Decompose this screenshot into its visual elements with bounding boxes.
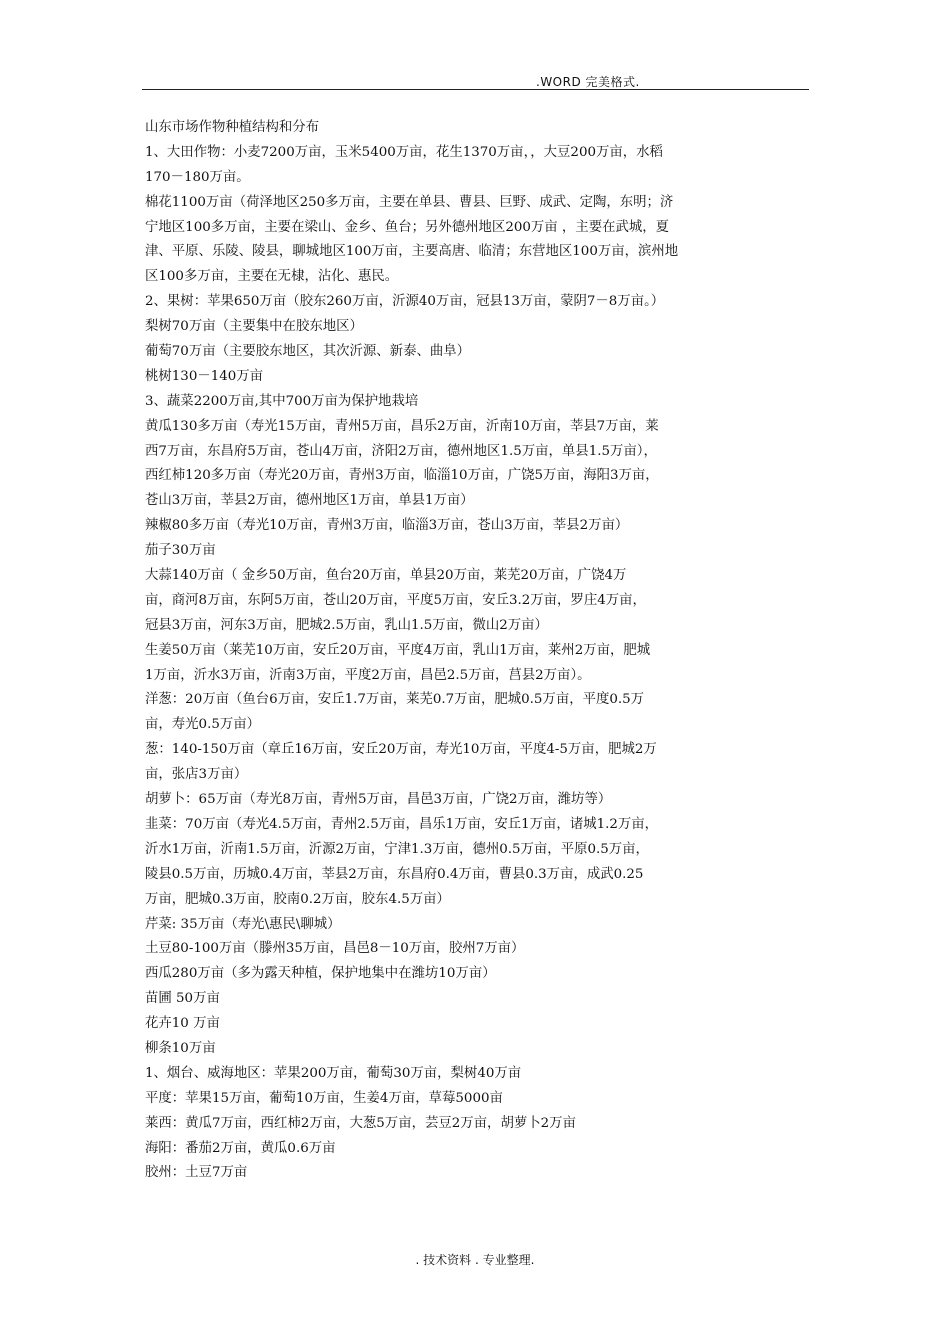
text-line: 黄瓜130多万亩（寿光15万亩，青州5万亩，昌乐2万亩，沂南10万亩，莘县7万亩，莱: [145, 418, 659, 434]
text-line: 苗圃 50万亩: [145, 991, 220, 1007]
text-line: 170－180万亩。: [145, 169, 250, 185]
text-line: 土豆80-100万亩（滕州35万亩，昌邑8－10万亩，胶州7万亩）: [145, 941, 525, 957]
text-line: 苍山3万亩，莘县2万亩，德州地区1万亩，单县1万亩）: [145, 493, 474, 509]
text-line: 西瓜280万亩（多为露天种植，保护地集中在潍坊10万亩）: [145, 966, 496, 982]
text-line: 亩，商河8万亩，东阿5万亩，苍山20万亩，平度5万亩，安丘3.2万亩，罗庄4万亩，: [145, 592, 646, 608]
text-line: 葱：140-150万亩（章丘16万亩，安丘20万亩，寿光10万亩，平度4-5万亩，肥城2万: [145, 742, 657, 758]
text-line: 桃树130－140万亩: [145, 368, 264, 384]
text-line: 花卉10 万亩: [145, 1016, 220, 1032]
text-line: 万亩，肥城0.3万亩，胶南0.2万亩，胶东4.5万亩）: [145, 891, 450, 907]
text-line: 柳条10万亩: [145, 1040, 216, 1056]
text-line: 沂水1万亩，沂南1.5万亩，沂源2万亩，宁津1.3万亩，德州0.5万亩，平原0.5万亩，: [145, 841, 649, 857]
text-line: 1、大田作物：小麦7200万亩，玉米5400万亩，花生1370万亩，，大豆200万亩，水稻: [145, 144, 663, 160]
text-line: 洋葱：20万亩（鱼台6万亩，安丘1.7万亩，莱芜0.7万亩，肥城0.5万亩，平度0.5万: [145, 692, 645, 708]
text-line: 区100多万亩，主要在无棣，沾化、惠民。: [145, 269, 399, 285]
text-line: 2、果树：苹果650万亩（胶东260万亩，沂源40万亩，冠县13万亩，蒙阴7－8万亩。）: [145, 294, 665, 310]
text-line: 海阳：番茄2万亩，黄瓜0.6万亩: [145, 1140, 336, 1156]
text-line: 3、蔬菜2200万亩,其中700万亩为保护地栽培: [145, 393, 419, 409]
text-line: 津、平原、乐陵、陵县，聊城地区100万亩，主要高唐、临清；东营地区100万亩，滨州地: [145, 244, 679, 260]
header-divider: [142, 89, 809, 90]
text-line: 亩，寿光0.5万亩）: [145, 717, 261, 733]
text-line: 胡萝卜：65万亩（寿光8万亩，青州5万亩，昌邑3万亩，广饶2万亩，潍坊等）: [145, 792, 612, 808]
page-header-text: .WORD 完美格式.: [536, 75, 640, 89]
text-line: 冠县3万亩，河东3万亩，肥城2.5万亩，乳山1.5万亩，微山2万亩）: [145, 617, 548, 633]
text-line: 葡萄70万亩（主要胶东地区，其次沂源、新泰、曲阜）: [145, 344, 471, 360]
text-line: 胶州：土豆7万亩: [145, 1165, 248, 1181]
text-line: 辣椒80多万亩（寿光10万亩，青州3万亩，临淄3万亩，苍山3万亩，莘县2万亩）: [145, 518, 629, 534]
text-line: 西7万亩，东昌府5万亩，苍山4万亩，济阳2万亩，德州地区1.5万亩，单县1.5万亩），: [145, 443, 657, 459]
text-line: 山东市场作物种植结构和分布: [145, 120, 320, 135]
text-line: 芹菜: 35万亩（寿光\惠民\聊城）: [145, 916, 341, 932]
text-line: 韭菜：70万亩（寿光4.5万亩，青州2.5万亩，昌乐1万亩，安丘1万亩，诸城1.2万亩，: [145, 816, 659, 832]
text-line: 大蒜140万亩（ 金乡50万亩，鱼台20万亩，单县20万亩，莱芜20万亩，广饶4万: [145, 568, 627, 584]
text-line: 茄子30万亩: [145, 543, 216, 559]
text-line: 莱西：黄瓜7万亩，西红柿2万亩，大葱5万亩，芸豆2万亩，胡萝卜2万亩: [145, 1115, 576, 1131]
text-line: 生姜50万亩（莱芜10万亩，安丘20万亩，平度4万亩，乳山1万亩，莱州2万亩，肥城: [145, 642, 651, 658]
text-line: 1、烟台、威海地区：苹果200万亩，葡萄30万亩，梨树40万亩: [145, 1065, 522, 1081]
text-line: 陵县0.5万亩，历城0.4万亩，莘县2万亩，东昌府0.4万亩，曹县0.3万亩，成武0.25: [145, 866, 644, 882]
text-line: 西红柿120多万亩（寿光20万亩，青州3万亩，临淄10万亩，广饶5万亩，海阳3万亩，: [145, 468, 659, 484]
document-body: [145, 116, 809, 1186]
text-line: 亩，张店3万亩）: [145, 767, 248, 783]
text-line: 梨树70万亩（主要集中在胶东地区）: [145, 319, 363, 335]
page-footer-text: . 技术资料 . 专业整理.: [415, 1253, 535, 1267]
text-line: 宁地区100多万亩，主要在梁山、金乡、鱼台；另外德州地区200万亩 ，主要在武城，夏: [145, 219, 670, 235]
text-line: 1万亩，沂水3万亩，沂南3万亩，平度2万亩，昌邑2.5万亩，莒县2万亩）。: [145, 667, 591, 683]
text-line: 棉花1100万亩（荷泽地区250多万亩，主要在单县、曹县、巨野、成武、定陶，东明；济: [145, 194, 674, 210]
text-line: 平度：苹果15万亩，葡萄10万亩，生姜4万亩，草莓5000亩: [145, 1090, 503, 1106]
